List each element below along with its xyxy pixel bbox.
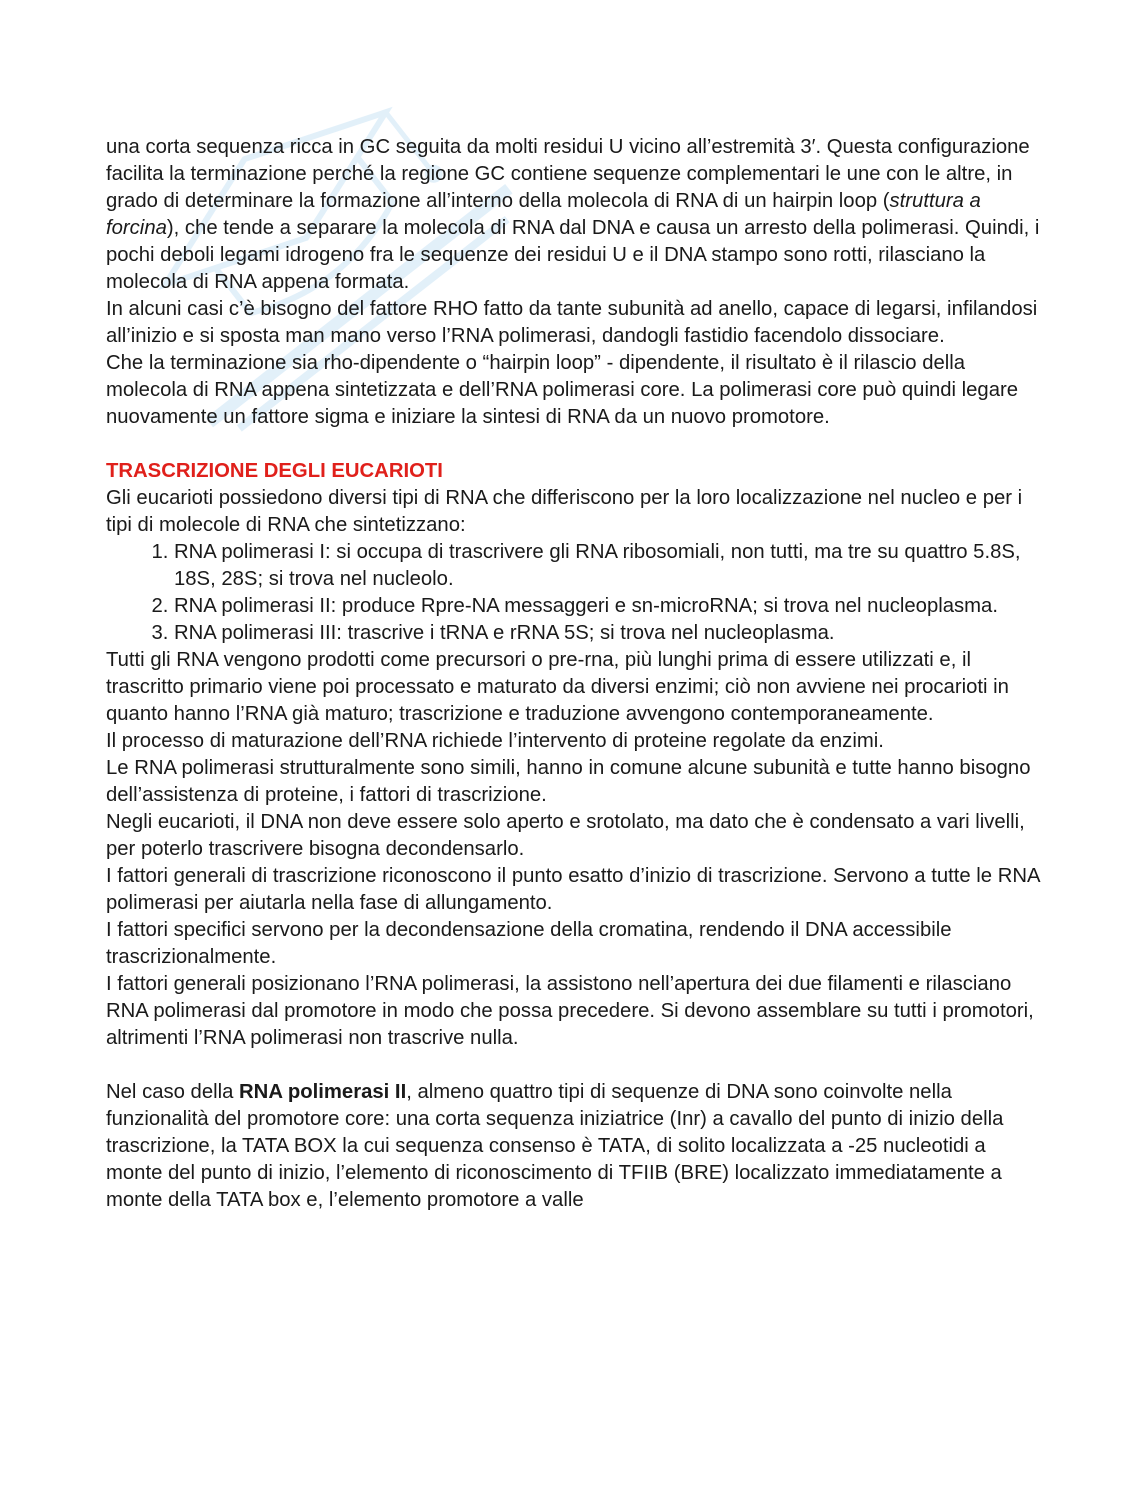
section-heading: TRASCRIZIONE DEGLI EUCARIOTI xyxy=(106,460,443,482)
paragraph-termination-result: Che la terminazione sia rho-dipendente o “hairpin loop” - dipendente, il risultato è il rilascio della molecola di RNA appena sintetizzata e dell’RNA polimerasi core. La polimerasi core può quindi legare nuovamente un fattore sigma e iniziare la sintesi di RNA da un nuovo promotore. xyxy=(106,352,1019,428)
paragraph-general-factors: I fattori generali di trascrizione riconoscono il punto esatto d’inizio di trascrizione. Servono a tutte le RNA polimerasi per aiutarla nella fase di allungamento. xyxy=(106,865,1040,914)
paragraph-precursors: Tutti gli RNA vengono prodotti come precursori o pre-rna, più lunghi prima di essere utilizzati e, il trascritto primario viene poi processato e maturato da diversi enzimi; ciò non avviene nei procarioti in quanto hanno l’RNA già maturo; trascrizione e traduzione avvengono contemporaneamente. xyxy=(106,649,1009,725)
paragraph-termination xyxy=(106,134,1046,296)
list-item: 1. RNA polimerasi I: si occupa di trascrivere gli RNA ribosomiali, non tutti, ma tre su quattro 5.8S, 18S, 28S; si trova nel nucleolo. xyxy=(174,539,1046,593)
paragraph-decondensation: Negli eucarioti, il DNA non deve essere solo aperto e srotolato, ma dato che è condensato a vari livelli, per poterlo trascrivere bisogna decondensarlo. xyxy=(106,811,1025,860)
bold-term: RNA polimerasi II xyxy=(239,1081,407,1103)
paragraph-factor-positioning: I fattori generali posizionano l’RNA polimerasi, la assistono nell’apertura dei due filamenti e rilasciano RNA polimerasi dal promotore in modo che possa precedere. Si devono assemblare su tutti i promotori, altrimenti l’RNA polimerasi non trascrive nulla. xyxy=(106,973,1034,1049)
paragraph-maturation: Il processo di maturazione dell’RNA richiede l’intervento di proteine regolate da enzimi. xyxy=(106,730,884,752)
text-run: , almeno quattro tipi di sequenze di DNA sono coinvolte nella funzionalità del promotore core: una corta sequenza iniziatrice (Inr) a cavallo del punto di inizio della trascrizione, la TATA BOX la cui sequenza consenso è TATA, di solito localizzata a -25 nucleotidi a monte del punto di inizio, l’elemento di riconoscimento di TFIIB (BRE) localizzato immediatamente a monte della TATA box e, l’elemento promotore a valle xyxy=(106,1081,1004,1211)
text-run: una corta sequenza ricca in GC seguita da molti residui U vicino all’estremità 3′. Questa configurazione facilita la terminazione perché la regione GC contiene sequenze complementari le une con le altre, in grado di determinare la formazione all’interno della molecola di RNA di un hairpin loop ( xyxy=(106,136,1030,212)
paragraph-spacer xyxy=(106,1052,1046,1079)
paragraph-rho-factor: In alcuni casi c’è bisogno del fattore RHO fatto da tante subunità ad anello, capace di legarsi, infilandosi all’inizio e si sposta man mano verso l’RNA polimerasi, dandogli fastidio facendolo dissociare. xyxy=(106,298,1038,347)
italic-term: struttura a forcina xyxy=(106,190,981,239)
list-item: 2. RNA polimerasi II: produce Rpre-NA messaggeri e sn-microRNA; si trova nel nucleoplasma. xyxy=(174,593,1046,620)
polymerase-list xyxy=(106,539,1046,647)
text-run: Nel caso della xyxy=(106,1081,240,1103)
text-run: ), che tende a separare la molecola di RNA dal DNA e causa un arresto della polimerasi. Quindi, i pochi deboli legami idrogeno fra le sequenze dei residui U e il DNA stampo sono rotti, rilasciano la molecola di RNA appena formata. xyxy=(106,217,1040,293)
paragraph-polymerase-structure: Le RNA polimerasi strutturalmente sono simili, hanno in comune alcune subunità e tutte hanno bisogno dell’assistenza di proteine, i fattori di trascrizione. xyxy=(106,757,1031,806)
paragraph-rna-pol-ii xyxy=(106,1079,1046,1214)
paragraph-specific-factors: I fattori specifici servono per la decondensazione della cromatina, rendendo il DNA accessibile trascrizionalmente. xyxy=(106,919,952,968)
document-page xyxy=(106,134,1046,1214)
list-item: 3. RNA polimerasi III: trascrive i tRNA e rRNA 5S; si trova nel nucleoplasma. xyxy=(174,620,1046,647)
paragraph-eukaryote-intro: Gli eucarioti possiedono diversi tipi di RNA che differiscono per la loro localizzazione nel nucleo e per i tipi di molecole di RNA che sintetizzano: xyxy=(106,487,1023,536)
